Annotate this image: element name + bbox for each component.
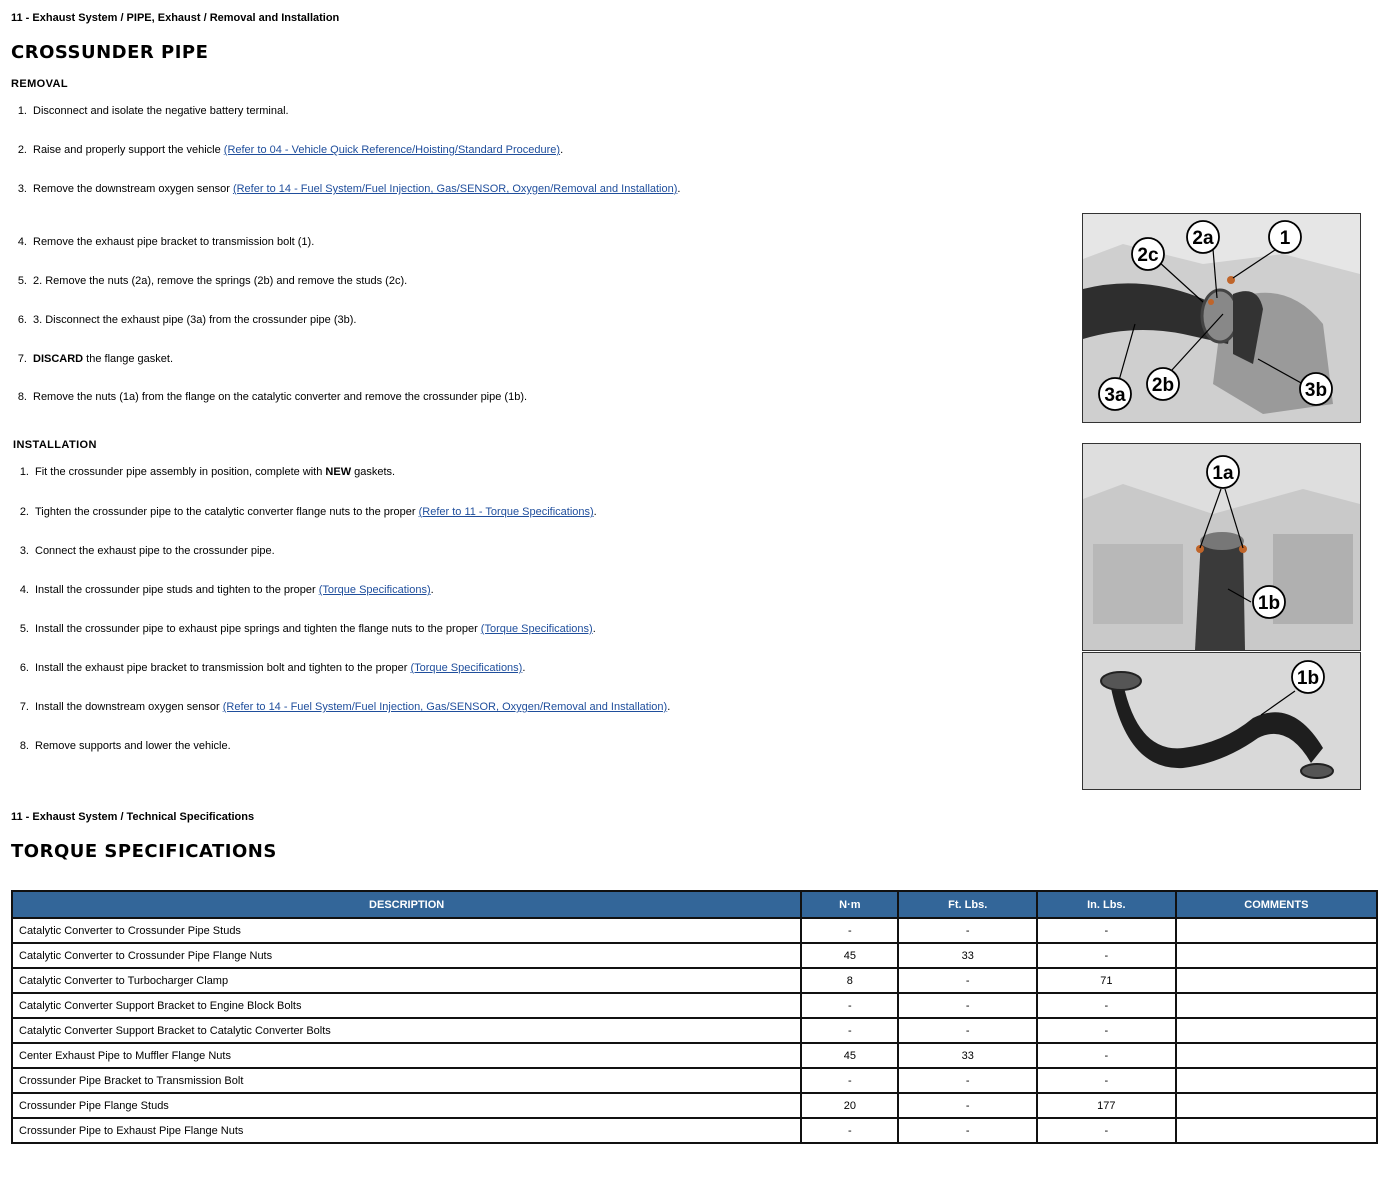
table-cell: - [898,1093,1037,1118]
svg-text:1b: 1b [1296,668,1320,689]
table-cell [1176,1043,1377,1068]
table-row [12,943,1377,968]
installation-step: 3. Connect the exhaust pipe to the crossunder pipe. [13,545,275,557]
table-cell: - [801,1068,898,1093]
column-header: DESCRIPTION [12,891,801,918]
torque-specifications-table [11,890,1378,1144]
removal-step: 2. Raise and properly support the vehicle (Refer to 04 - Vehicle Quick Reference/Hoisting/Standard Procedure). [11,144,563,156]
callout-3a [1099,378,1131,410]
table-cell: 33 [898,943,1037,968]
step-number: 6. [19,662,29,674]
emphasis: DISCARD [33,353,84,365]
column-header: N·m [801,891,898,918]
callout-2b [1147,368,1179,400]
removal-step: 1. Disconnect and isolate the negative battery terminal. [11,105,289,117]
table-body [12,918,1377,1143]
svg-text:2b: 2b [1151,375,1175,396]
installation-step: 7. Install the downstream oxygen sensor (Refer to 14 - Fuel System/Fuel Injection, Gas/SENSOR, Oxygen/Removal and Installation). [13,701,670,713]
svg-text:1: 1 [1279,228,1291,249]
installation-step: 5. Install the crossunder pipe to exhaust pipe springs and tighten the flange nuts to the proper (Torque Specifications). [13,623,596,635]
table-cell: - [1037,1018,1176,1043]
emphasis: NEW [325,466,352,478]
table-cell: Center Exhaust Pipe to Muffler Flange Nuts [12,1043,801,1068]
table-cell: - [1037,1118,1176,1143]
table-cell: 45 [801,1043,898,1068]
table-cell: - [801,1118,898,1143]
step-number: 5. [19,623,29,635]
table-row [12,993,1377,1018]
table-cell: - [898,1068,1037,1093]
removal-step: 8. Remove the nuts (1a) from the flange on the catalytic converter and remove the crossunder pipe (1b). [11,391,527,403]
installation-step: 4. Install the crossunder pipe studs and tighten to the proper (Torque Specifications). [13,584,434,596]
step-number: 3. [19,545,29,557]
callout-3b [1300,373,1332,405]
table-cell [1176,943,1377,968]
table-cell [1176,918,1377,943]
table-cell: Catalytic Converter Support Bracket to Catalytic Converter Bolts [12,1018,801,1043]
callout-2a [1187,221,1219,253]
table-cell: Crossunder Pipe Flange Studs [12,1093,801,1118]
table-cell: - [801,1018,898,1043]
svg-text:1a: 1a [1212,463,1234,484]
table-cell [1176,1093,1377,1118]
step-number: 7. [19,701,29,713]
table-cell: 45 [801,943,898,968]
figure-exhaust-pipe-removal [1082,213,1361,423]
table-cell: - [801,993,898,1018]
callout-1a [1207,456,1239,488]
table-cell: Catalytic Converter Support Bracket to Engine Block Bolts [12,993,801,1018]
step-number: 5. [17,275,27,287]
table-cell: - [898,968,1037,993]
table-cell: Crossunder Pipe Bracket to Transmission Bolt [12,1068,801,1093]
reference-link[interactable]: (Refer to 11 - Torque Specifications) [418,506,594,518]
table-cell: - [898,993,1037,1018]
step-number: 7. [17,353,27,365]
table-cell: - [1037,918,1176,943]
table-cell [1176,1118,1377,1143]
table-row [12,1118,1377,1143]
table-cell: - [1037,1068,1176,1093]
step-number: 1. [17,105,27,117]
table-cell: Crossunder Pipe to Exhaust Pipe Flange Nuts [12,1118,801,1143]
table-row [12,1043,1377,1068]
table-cell: 71 [1037,968,1176,993]
step-number: 2. [17,144,27,156]
step-number: 4. [17,236,27,248]
callout-1b [1292,661,1324,693]
breadcrumb: 11 - Exhaust System / PIPE, Exhaust / Removal and Installation [11,12,340,24]
table-cell: Catalytic Converter to Crossunder Pipe Flange Nuts [12,943,801,968]
removal-heading: REMOVAL [11,78,68,90]
specs-title: TORQUE SPECIFICATIONS [11,841,277,862]
column-header: In. Lbs. [1037,891,1176,918]
removal-step: 6. 3. Disconnect the exhaust pipe (3a) from the crossunder pipe (3b). [11,314,356,326]
step-number: 8. [17,391,27,403]
step-number: 4. [19,584,29,596]
table-cell: - [898,1018,1037,1043]
table-cell: Catalytic Converter to Turbocharger Clamp [12,968,801,993]
page-title: CROSSUNDER PIPE [11,42,209,63]
table-cell [1176,1068,1377,1093]
step-number: 3. [17,183,27,195]
step-number: 1. [19,466,29,478]
table-cell: - [801,918,898,943]
removal-step: 3. Remove the downstream oxygen sensor (Refer to 14 - Fuel System/Fuel Injection, Gas/SENSOR, Oxygen/Removal and Installation). [11,183,680,195]
svg-text:3b: 3b [1304,380,1328,401]
table-cell: - [1037,993,1176,1018]
table-cell [1176,1018,1377,1043]
reference-link[interactable]: (Torque Specifications) [318,584,431,596]
callout-2c [1132,238,1164,270]
table-cell: 20 [801,1093,898,1118]
installation-heading: INSTALLATION [13,439,97,451]
reference-link[interactable]: (Refer to 04 - Vehicle Quick Reference/Hoisting/Standard Procedure) [223,144,561,156]
removal-step: 4. Remove the exhaust pipe bracket to transmission bolt (1). [11,236,314,248]
table-cell [1176,968,1377,993]
table-cell: 177 [1037,1093,1176,1118]
reference-link[interactable]: (Refer to 14 - Fuel System/Fuel Injection, Gas/SENSOR, Oxygen/Removal and Installation) [222,701,668,713]
installation-step: 1. Fit the crossunder pipe assembly in position, complete with NEW gaskets. [13,466,395,478]
installation-step: 2. Tighten the crossunder pipe to the catalytic converter flange nuts to the proper (Refer to 11 - Torque Specifications). [13,506,597,518]
figure-crossunder-pipe-part [1082,652,1361,790]
table-cell: 33 [898,1043,1037,1068]
reference-link[interactable]: (Torque Specifications) [480,623,593,635]
table-cell: 8 [801,968,898,993]
step-number: 2. [19,506,29,518]
table-cell: - [1037,1043,1176,1068]
step-number: 6. [17,314,27,326]
svg-text:2a: 2a [1192,228,1214,249]
installation-step: 6. Install the exhaust pipe bracket to transmission bolt and tighten to the proper (Torque Specifications). [13,662,525,674]
svg-text:3a: 3a [1104,385,1126,406]
svg-text:1b: 1b [1257,593,1281,614]
callout-1b [1253,586,1285,618]
table-row [12,1093,1377,1118]
table-cell [1176,993,1377,1018]
table-header-row [12,891,1377,918]
table-cell: - [898,1118,1037,1143]
table-row [12,1018,1377,1043]
callout-1 [1269,221,1301,253]
table-row [12,918,1377,943]
table-cell: - [898,918,1037,943]
svg-text:2c: 2c [1137,245,1159,266]
table-row [12,968,1377,993]
reference-link[interactable]: (Refer to 14 - Fuel System/Fuel Injection, Gas/SENSOR, Oxygen/Removal and Installation) [232,183,678,195]
table-cell: Catalytic Converter to Crossunder Pipe Studs [12,918,801,943]
removal-step: 5. 2. Remove the nuts (2a), remove the springs (2b) and remove the studs (2c). [11,275,407,287]
reference-link[interactable]: (Torque Specifications) [410,662,523,674]
column-header: COMMENTS [1176,891,1377,918]
installation-step: 8. Remove supports and lower the vehicle. [13,740,231,752]
step-number: 8. [19,740,29,752]
figure-crossunder-pipe-installed [1082,443,1361,651]
table-row [12,1068,1377,1093]
column-header: Ft. Lbs. [898,891,1037,918]
breadcrumb-specs: 11 - Exhaust System / Technical Specifications [11,811,255,823]
table-cell: - [1037,943,1176,968]
removal-step: 7. DISCARD the flange gasket. [11,353,173,365]
